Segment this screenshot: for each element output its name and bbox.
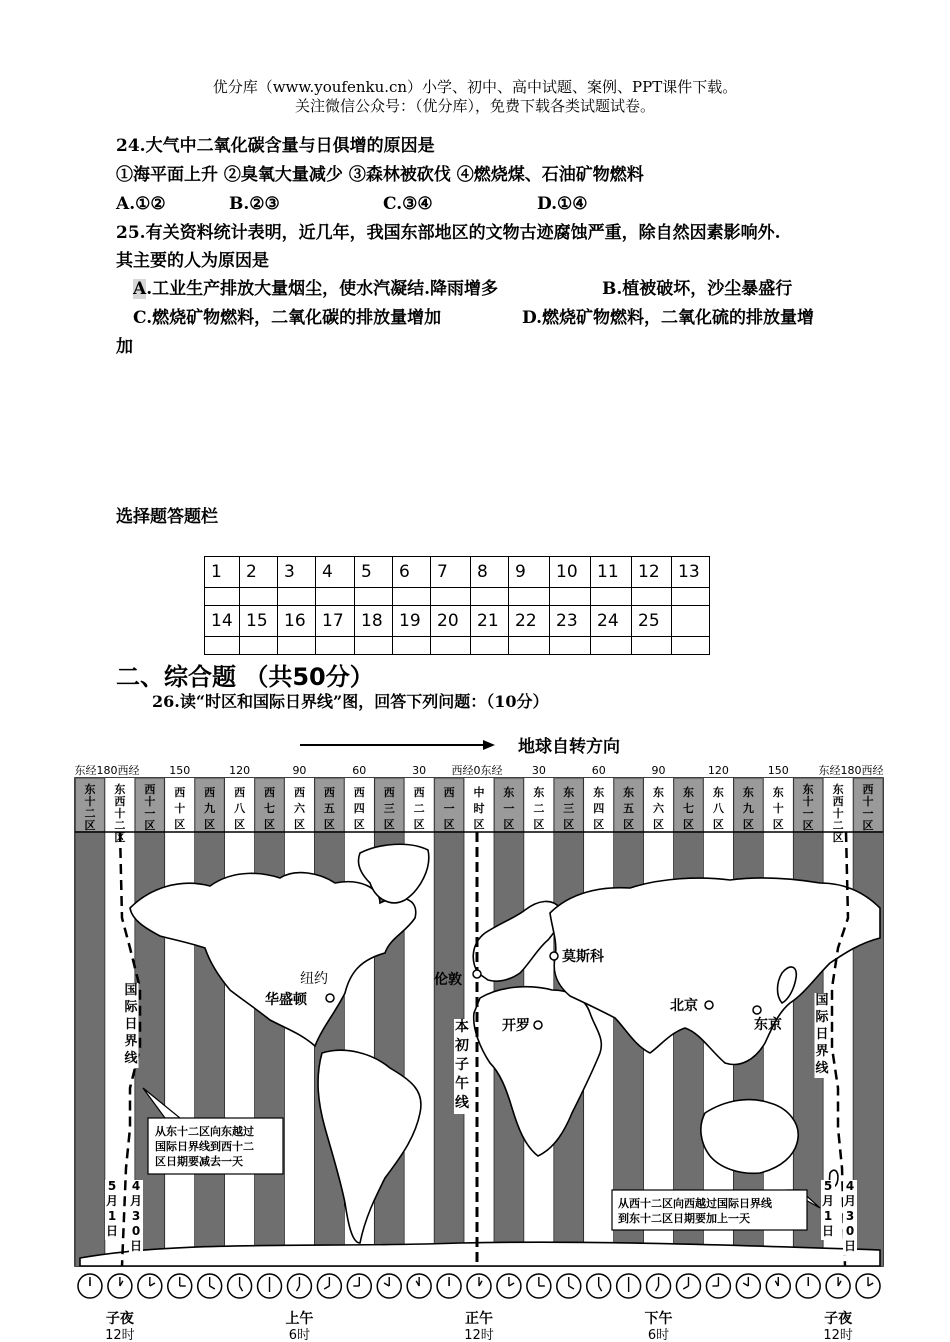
- date-right-may: 1: [823, 1209, 833, 1223]
- zone-label-char: 区: [742, 818, 754, 831]
- answer-number: 3: [278, 557, 316, 588]
- date-left-may: 1: [107, 1209, 117, 1223]
- zone-stripe: [165, 778, 195, 1266]
- answer-number: 22: [509, 606, 550, 637]
- date-left-april: 月: [129, 1194, 143, 1208]
- zone-label-char: 区: [593, 818, 605, 831]
- rotation-label: 地球自转方向: [518, 737, 620, 757]
- zone-label-char: 西: [862, 783, 874, 796]
- answer-number: 16: [278, 606, 316, 637]
- date-left-april: 4: [131, 1179, 141, 1193]
- zone-label-char: 东: [653, 786, 665, 799]
- bottom-label-bottom: 12时: [464, 1328, 494, 1342]
- idl-label-left: [124, 982, 139, 1068]
- date-left-may: 日: [105, 1224, 119, 1238]
- prime-meridian-label: [454, 1018, 470, 1114]
- answer-cell[interactable]: [632, 637, 672, 655]
- degree-label: 30: [412, 764, 427, 777]
- city-moscow: 莫斯科: [562, 949, 604, 965]
- degree-label: 150: [767, 764, 789, 777]
- date-left-may: 5: [107, 1179, 117, 1193]
- zone-label-char: 七: [264, 802, 276, 815]
- zone-label-char: 十: [772, 802, 784, 815]
- zone-label-char: 区: [653, 818, 665, 831]
- answer-number: 24: [591, 606, 632, 637]
- answer-row-1: [205, 557, 710, 588]
- answer-cell[interactable]: [509, 588, 550, 606]
- prime-meridian-char: 子: [455, 1057, 469, 1073]
- idl-label-right-char: 日: [815, 1027, 829, 1042]
- answer-cell[interactable]: [205, 588, 240, 606]
- australia: [701, 1100, 798, 1174]
- zone-label-char: 九: [204, 802, 216, 815]
- idl-label-left-char: 国: [124, 983, 138, 998]
- bottom-label-top: 上午: [285, 1311, 314, 1327]
- zone-label-char: 西: [204, 786, 216, 799]
- answer-blank-row-1: [205, 588, 710, 606]
- city-beijing: 北京: [670, 998, 698, 1014]
- zone-label-char: 五: [323, 802, 335, 815]
- header-line-1: 优分库（www.youfenku.cn）小学、初中、高中试题、案例、PPT课件下载。: [212, 78, 738, 96]
- answer-cell[interactable]: [278, 588, 316, 606]
- answer-cell[interactable]: [393, 588, 431, 606]
- city-washington: 华盛顿: [265, 992, 307, 1008]
- answer-cell[interactable]: [591, 637, 632, 655]
- zone-label-char: 一: [443, 802, 455, 815]
- zone-label-char: 区: [772, 818, 784, 831]
- answer-cell[interactable]: [632, 588, 672, 606]
- answer-cell[interactable]: [471, 637, 509, 655]
- answer-cell[interactable]: [278, 637, 316, 655]
- zone-label-char: 东: [563, 786, 575, 799]
- moscow-marker: [550, 952, 558, 960]
- answer-cell[interactable]: [355, 637, 393, 655]
- zone-label-char: 东: [832, 783, 844, 796]
- zone-label-char: 十: [832, 807, 844, 820]
- zone-label-char: 区: [473, 818, 485, 831]
- answer-number: 15: [240, 606, 278, 637]
- q25-option-d: D.燃烧矿物燃料，二氧化硫的排放量增: [522, 308, 815, 328]
- zone-label-char: 六: [653, 802, 665, 815]
- answer-number: 25: [632, 606, 672, 637]
- zone-label-char: 西: [293, 786, 305, 799]
- q25-stem-2: 其主要的人为原因是: [116, 251, 269, 271]
- bottom-label-top: 子夜: [824, 1311, 853, 1327]
- london-marker: [473, 970, 481, 978]
- zone-label-char: 区: [682, 818, 694, 831]
- q26-stem: 26.读“时区和国际日界线”图，回答下列问题：（10分）: [152, 692, 549, 711]
- degree-label: 30: [531, 764, 546, 777]
- zone-label-char: 西: [443, 786, 455, 799]
- q25-option-c: C.燃烧矿物燃料，二氧化碳的排放量增加: [133, 308, 442, 328]
- city-cairo: 开罗: [502, 1018, 530, 1034]
- answer-number: 6: [393, 557, 431, 588]
- zone-label-char: 八: [712, 802, 724, 815]
- zone-label-char: 东: [772, 786, 784, 799]
- city-tokyo: 东京: [754, 1017, 782, 1033]
- q25-stem-1: 25.有关资料统计表明，近几年，我国东部地区的文物古迹腐蚀严重，除自然因素影响外.: [116, 223, 781, 243]
- date-left-may: 月: [105, 1194, 119, 1208]
- zone-label-char: 九: [742, 802, 754, 815]
- zone-label-char: 西: [323, 786, 335, 799]
- degree-labels: [75, 764, 884, 777]
- zone-label-char: 五: [623, 802, 635, 815]
- zone-label-char: 东: [593, 786, 605, 799]
- answer-number: 18: [355, 606, 393, 637]
- zone-label-char: 区: [623, 818, 635, 831]
- zone-label-char: 区: [234, 818, 246, 831]
- zone-label-char: 区: [802, 819, 814, 832]
- idl-label-left-char: 线: [124, 1051, 138, 1066]
- q25-option-a-letter: A: [133, 279, 147, 299]
- answer-cell[interactable]: [672, 588, 710, 606]
- zone-label-char: 西: [144, 783, 156, 796]
- q24-option-a: A.①②: [116, 194, 166, 214]
- idl-label-right-char: 界: [815, 1044, 829, 1059]
- zone-label-char: 四: [593, 802, 605, 815]
- zone-label-char: 区: [323, 818, 335, 831]
- degree-label: 90: [651, 764, 666, 777]
- zone-label-char: 二: [84, 807, 96, 820]
- answer-cell[interactable]: [393, 637, 431, 655]
- answer-number: 1: [205, 557, 240, 588]
- note-left-line2: 国际日界线到西十二: [155, 1140, 254, 1153]
- idl-label-right-char: 国: [815, 993, 829, 1008]
- zone-stripe: [75, 778, 105, 1266]
- zone-label-char: 区: [84, 819, 96, 832]
- zone-label-char: 四: [353, 802, 365, 815]
- note-right-box: [612, 1190, 820, 1230]
- zone-label-char: 西: [353, 786, 365, 799]
- header-line-2: 关注微信公众号：（优分库），免费下载各类试题试卷。: [294, 97, 655, 115]
- zone-label-char: 西: [413, 786, 425, 799]
- zone-label-char: 东: [712, 786, 724, 799]
- cairo-marker: [534, 1021, 542, 1029]
- tokyo-marker: [753, 1006, 761, 1014]
- degree-label: 东经180西经: [818, 764, 884, 777]
- date-right-may: 5: [823, 1179, 833, 1193]
- zone-label-char: 东: [682, 786, 694, 799]
- zone-label-char: 十: [144, 795, 156, 808]
- zone-label-char: 东: [742, 786, 754, 799]
- answer-number: 11: [591, 557, 632, 588]
- date-right-may: 月: [821, 1194, 835, 1208]
- zone-label-char: 七: [682, 802, 694, 815]
- zone-label-char: 一: [802, 807, 814, 820]
- zone-label-char: 西: [114, 795, 126, 808]
- zone-label-char: 西: [383, 786, 395, 799]
- date-right-april: 日: [843, 1239, 857, 1253]
- degree-label: 东经180西经: [74, 764, 140, 777]
- zone-label-char: 三: [563, 802, 575, 815]
- zone-stripe: [195, 778, 225, 1266]
- date-left-april: 3: [131, 1209, 141, 1223]
- date-right-april: 0: [845, 1224, 855, 1238]
- zone-label-char: 东: [503, 786, 515, 799]
- zone-label-char: 区: [862, 819, 874, 832]
- zone-label-char: 十: [802, 795, 814, 808]
- answer-number: 14: [205, 606, 240, 637]
- zone-label-char: 中: [473, 786, 485, 799]
- zone-label-char: 区: [144, 819, 156, 832]
- zone-label-char: 一: [503, 802, 515, 815]
- time-zone-map: [60, 728, 890, 1342]
- zone-label-char: 东: [623, 786, 635, 799]
- zone-label-char: 八: [234, 802, 246, 815]
- answer-cell[interactable]: [316, 637, 355, 655]
- zone-label-char: 区: [832, 831, 844, 844]
- degree-label: 120: [707, 764, 729, 777]
- q25-option-a: [133, 278, 498, 300]
- answer-section-title: 选择题答题栏: [116, 507, 218, 527]
- rotation-arrow-head: [483, 740, 495, 750]
- answer-number: 2: [240, 557, 278, 588]
- zone-label-char: 二: [533, 802, 545, 815]
- idl-label-left-char: 界: [124, 1034, 138, 1049]
- zone-label-char: 西: [832, 795, 844, 808]
- zone-label-char: 十: [84, 795, 96, 808]
- date-left-april: 日: [129, 1239, 143, 1253]
- answer-number: 9: [509, 557, 550, 588]
- zone-label-char: 东: [114, 783, 126, 796]
- zone-label-char: 二: [413, 802, 425, 815]
- prime-meridian-char: 本: [455, 1019, 469, 1035]
- q25-option-b: B.植被破坏，沙尘暴盛行: [602, 279, 793, 299]
- zone-label-char: 区: [353, 818, 365, 831]
- clock-row: [78, 1274, 880, 1298]
- idl-label-right-char: 线: [815, 1061, 829, 1076]
- answer-cell[interactable]: [355, 588, 393, 606]
- answer-table: [204, 556, 710, 655]
- idl-label-right-char: 际: [815, 1010, 829, 1025]
- answer-cell[interactable]: [509, 637, 550, 655]
- prime-meridian-char: 线: [455, 1095, 469, 1111]
- q25-option-a-text: .工业生产排放大量烟尘，使水汽凝结.降雨增多: [146, 279, 499, 299]
- degree-label: 150: [169, 764, 191, 777]
- answer-number: 5: [355, 557, 393, 588]
- q25-option-d-cont: 加: [116, 337, 133, 357]
- date-right-april: 4: [845, 1179, 855, 1193]
- idl-label-left-char: 际: [124, 1000, 138, 1015]
- answer-number: 20: [431, 606, 471, 637]
- answer-number: [672, 606, 710, 637]
- q24-items: ①海平面上升 ②臭氧大量减少 ③森林被砍伐 ④燃烧煤、石油矿物燃料: [116, 165, 644, 185]
- zone-label-char: 西: [174, 786, 186, 799]
- answer-cell[interactable]: [431, 588, 471, 606]
- answer-number: 12: [632, 557, 672, 588]
- zone-label-char: 十: [862, 795, 874, 808]
- prime-meridian-char: 午: [455, 1076, 469, 1092]
- answer-number: 10: [550, 557, 591, 588]
- answer-cell[interactable]: [591, 588, 632, 606]
- zone-label-char: 时: [473, 802, 485, 815]
- note-left-line1: 从东十二区向东越过: [155, 1125, 254, 1138]
- zone-label-char: 区: [413, 818, 425, 831]
- zone-stripe: [225, 778, 255, 1266]
- answer-number: 7: [431, 557, 471, 588]
- zone-label-char: 六: [293, 802, 305, 815]
- zone-label-char: 十: [114, 807, 126, 820]
- answer-number: 19: [393, 606, 431, 637]
- answer-cell[interactable]: [240, 588, 278, 606]
- answer-cell[interactable]: [550, 588, 591, 606]
- idl-label-right: [815, 992, 830, 1078]
- note-right-line2: 到东十二区日期要加上一天: [618, 1212, 750, 1225]
- zone-label-char: 区: [204, 818, 216, 831]
- zone-label-char: 二: [832, 819, 844, 832]
- bottom-label-bottom: 12时: [105, 1328, 135, 1342]
- beijing-marker: [705, 1001, 713, 1009]
- zone-label-char: 区: [174, 818, 186, 831]
- bottom-label-bottom: 6时: [288, 1328, 311, 1342]
- answer-number: 23: [550, 606, 591, 637]
- q24-option-d: D.①④: [537, 194, 588, 214]
- zone-label-char: 东: [84, 783, 96, 796]
- zone-label-char: 区: [293, 818, 305, 831]
- zone-stripe: [853, 778, 883, 1266]
- answer-cell[interactable]: [316, 588, 355, 606]
- zone-label-char: 一: [144, 807, 156, 820]
- degree-label: 120: [229, 764, 251, 777]
- answer-cell[interactable]: [205, 637, 240, 655]
- zone-label-char: 区: [114, 831, 126, 844]
- answer-cell[interactable]: [550, 637, 591, 655]
- answer-number: 21: [471, 606, 509, 637]
- zone-label-char: 区: [264, 818, 276, 831]
- answer-cell[interactable]: [471, 588, 509, 606]
- q24-option-c: C.③④: [383, 194, 433, 214]
- degree-label: 60: [591, 764, 606, 777]
- bottom-time-labels: [105, 1310, 853, 1342]
- answer-cell[interactable]: [240, 637, 278, 655]
- date-right-may: 日: [821, 1224, 835, 1238]
- bottom-label-top: 正午: [465, 1311, 493, 1327]
- zone-label-char: 十: [174, 802, 186, 815]
- answer-number: 4: [316, 557, 355, 588]
- zone-label-char: 一: [862, 807, 874, 820]
- zone-label-char: 西: [264, 786, 276, 799]
- note-right-line1: 从西十二区向西越过国际日界线: [618, 1197, 772, 1210]
- zone-label-char: 西: [234, 786, 246, 799]
- idl-label-left-char: 日: [124, 1017, 138, 1032]
- answer-blank-row-2: [205, 637, 710, 655]
- zone-label-char: 二: [114, 819, 126, 832]
- prime-meridian-char: 初: [455, 1038, 469, 1054]
- date-right-april: 月: [843, 1194, 857, 1208]
- zone-label-char: 区: [563, 818, 575, 831]
- section-2-title: 二、综合题 （共50分）: [116, 663, 374, 691]
- zone-label-char: 东: [533, 786, 545, 799]
- zone-label-char: 区: [383, 818, 395, 831]
- degree-label: 90: [292, 764, 307, 777]
- answer-number: 8: [471, 557, 509, 588]
- bottom-label-top: 下午: [644, 1311, 673, 1327]
- zone-label-char: 区: [503, 818, 515, 831]
- answer-row-2: [205, 606, 710, 637]
- washington-marker: [326, 994, 334, 1002]
- note-left-line3: 区日期要减去一天: [155, 1155, 243, 1168]
- answer-number: 17: [316, 606, 355, 637]
- bottom-label-bottom: 12时: [823, 1328, 853, 1342]
- date-right-april: 3: [845, 1209, 855, 1223]
- answer-cell[interactable]: [431, 637, 471, 655]
- city-london: 伦敦: [434, 972, 462, 988]
- q24-option-b: B.②③: [229, 194, 280, 214]
- degree-label: 60: [352, 764, 367, 777]
- bottom-label-top: 子夜: [105, 1311, 134, 1327]
- date-left-april: 0: [131, 1224, 141, 1238]
- answer-number: 13: [672, 557, 710, 588]
- answer-cell[interactable]: [672, 637, 710, 655]
- zone-label-char: 三: [383, 802, 395, 815]
- zone-label-char: 区: [443, 818, 455, 831]
- zone-label-char: 东: [802, 783, 814, 796]
- city-newyork: 纽约: [300, 971, 328, 987]
- zone-label-char: 区: [712, 818, 724, 831]
- degree-label: 西经0东经: [451, 764, 503, 777]
- bottom-label-bottom: 6时: [647, 1328, 670, 1342]
- q24-stem: 24.大气中二氧化碳含量与日俱增的原因是: [116, 136, 435, 156]
- zone-label-char: 区: [533, 818, 545, 831]
